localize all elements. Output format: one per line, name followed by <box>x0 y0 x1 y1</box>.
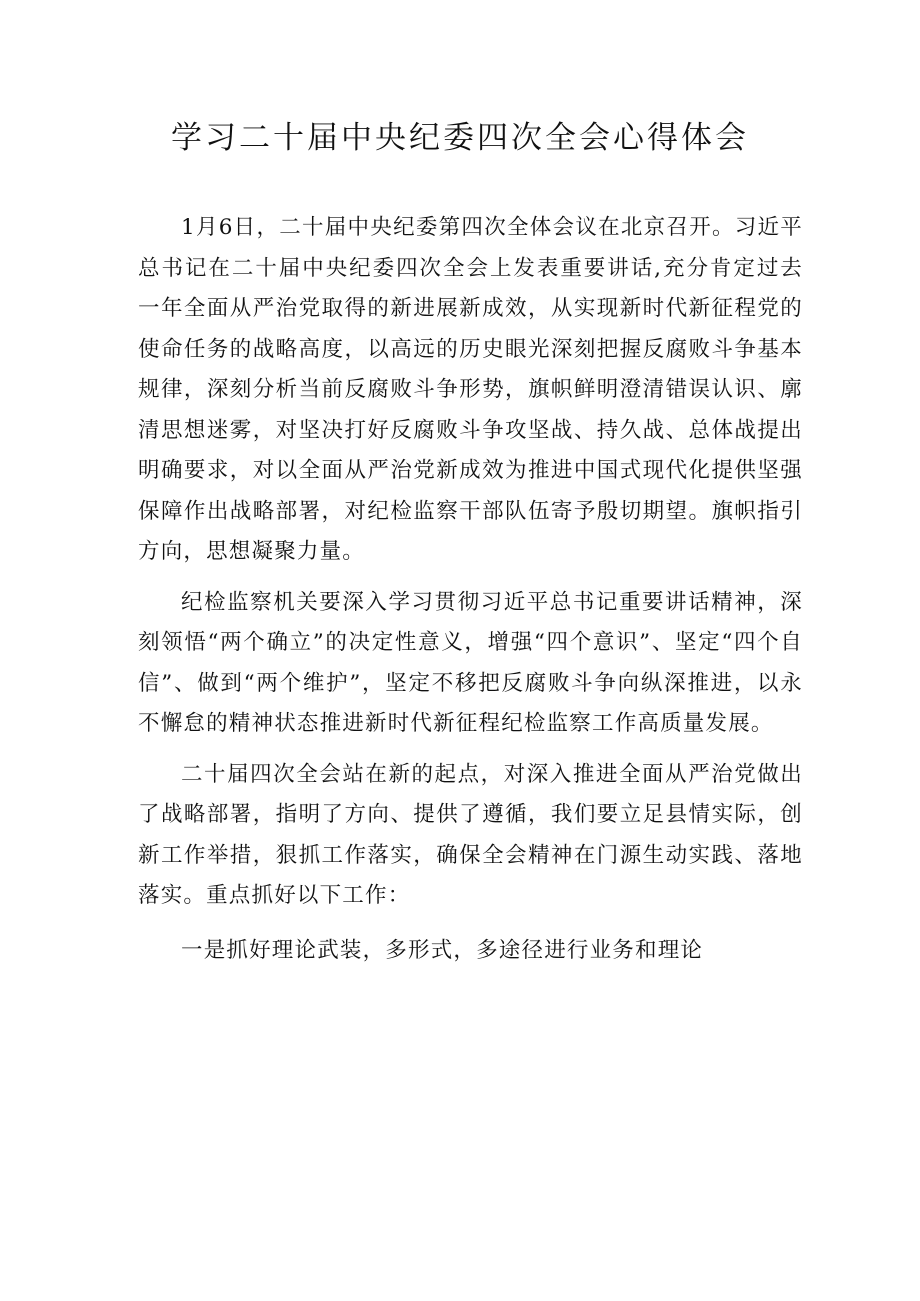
paragraph-1: 1月6日，二十届中央纪委第四次全体会议在北京召开。习近平总书记在二十届中央纪委四次全会上发表重要讲话,充分肯定过去一年全面从严治党取得的新进展新成效，从实现新时代新征程党的使命任务的战略高度，以高远的历史眼光深刻把握反腐败斗争基本规律，深刻分析当前反腐败斗争形势，旗帜鲜明澄清错误认识、廓清思想迷雾，对坚决打好反腐败斗争攻坚战、持久战、总体战提出明确要求，对以全面从严治党新成效为推进中国式现代化提供坚强保障作出战略部署，对纪检监察干部队伍寄予殷切期望。旗帜指引方向，思想凝聚力量。 <box>138 215 803 564</box>
document-body <box>138 208 803 981</box>
document-title: 学习二十届中央纪委四次全会心得体会 <box>171 120 749 156</box>
paragraph-2: 纪检监察机关要深入学习贯彻习近平总书记重要讲话精神，深刻领悟“两个确立”的决定性意义，增强“四个意识”、坚定“四个自信”、做到“两个维护”，坚定不移把反腐败斗争向纵深推进，以永不懈怠的精神状态推进新时代新征程纪检监察工作高质量发展。 <box>138 589 803 736</box>
paragraph-3: 二十届四次全会站在新的起点，对深入推进全面从严治党做出了战略部署，指明了方向、提供了遵循，我们要立足县情实际，创新工作举措，狠抓工作落实，确保全会精神在门源生动实践、落地落实。重点抓好以下工作： <box>138 761 803 908</box>
paragraph-4: 一是抓好理论武装，多形式，多途径进行业务和理论 <box>181 937 704 963</box>
